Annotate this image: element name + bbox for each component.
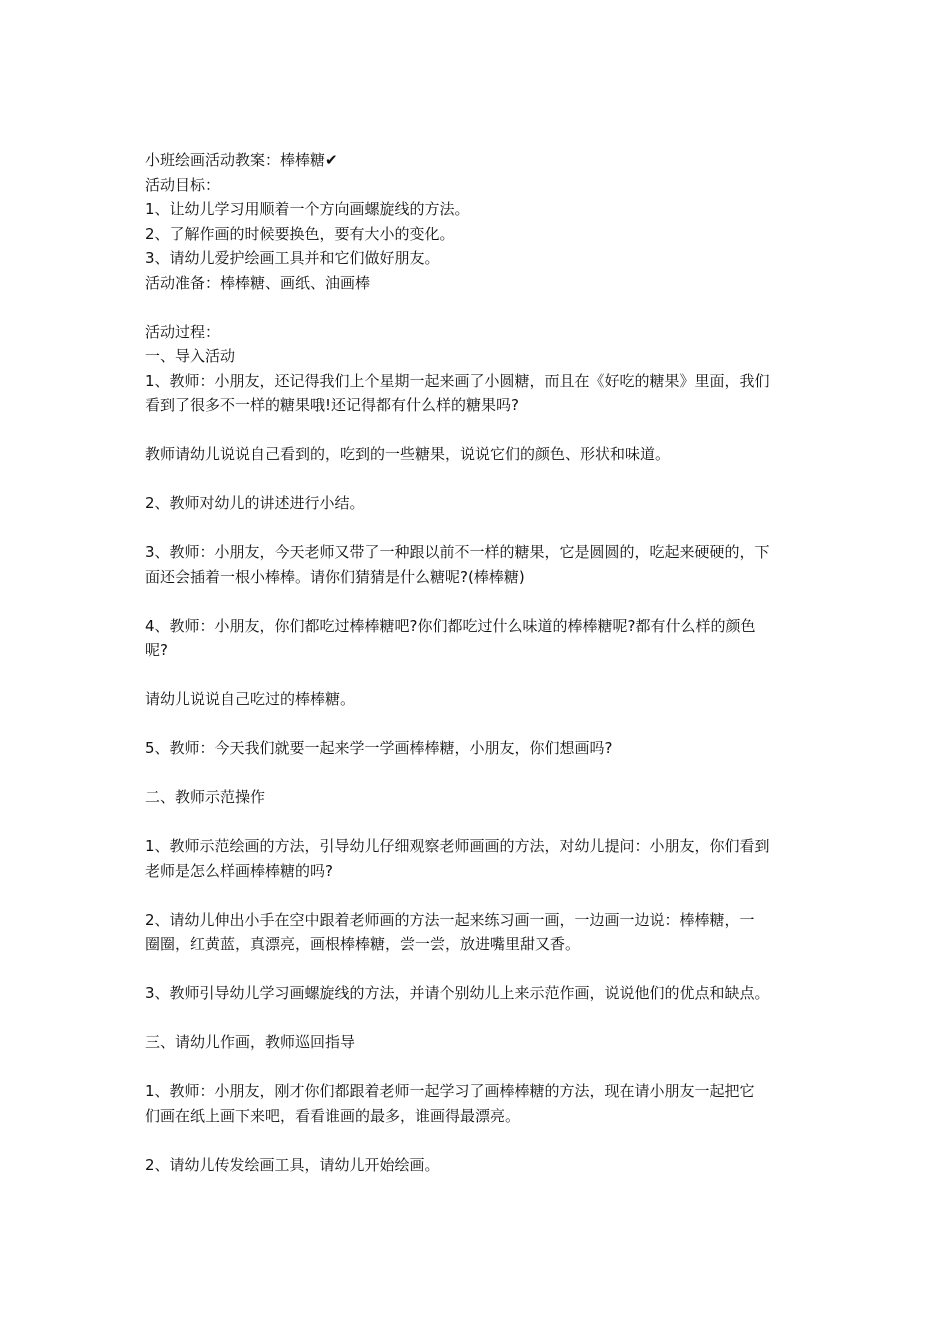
section-heading: 二、教师示范操作 [145,788,266,806]
blank-line [145,663,825,688]
process-heading: 活动过程： [145,322,221,341]
paragraph-line: 1、教师示范绘画的方法，引导幼儿仔细观察老师画画的方法，对幼儿提问：小朋友，你们看到 [145,837,770,855]
goal-item: 1、让幼儿学习用顺着一个方向画螺旋线的方法。 [145,200,470,218]
paragraph-line: 4、教师：小朋友，你们都吃过棒棒糖吧?你们都吃过什么味道的棒棒糖呢?都有什么样的颜色 [145,616,756,635]
blank-line [145,712,825,737]
paragraph-line: 教师请幼儿说说自己看到的，吃到的一些糖果，说说它们的颜色、形状和味道。 [145,445,671,463]
blank-line [145,295,825,320]
goals-heading: 活动目标： [145,175,221,194]
paragraph-line: 3、教师：小朋友，今天老师又带了一种跟以前不一样的糖果，它是圆圆的，吃起来硬硬的，下 [145,543,770,561]
paragraph-line: 2、请幼儿传发绘画工具，请幼儿开始绘画。 [145,1155,440,1174]
blank-line [145,1128,825,1153]
section-heading: 三、请幼儿作画，教师巡回指导 [145,1033,356,1051]
blank-line [145,810,825,835]
blank-line [145,1006,825,1031]
blank-line [145,1055,825,1080]
paragraph-line: 1、教师：小朋友，刚才你们都跟着老师一起学习了画棒棒糖的方法，现在请小朋友一起把它 [145,1082,755,1100]
blank-line [145,589,825,614]
paragraph-line: 5、教师：今天我们就要一起来学一学画棒棒糖，小朋友，你们想画吗? [145,739,613,757]
paragraph-line: 看到了很多不一样的糖果哦!还记得都有什么样的糖果吗? [145,396,519,414]
blank-line [145,418,825,443]
blank-line [145,516,825,541]
blank-line [145,883,825,908]
blank-line [145,761,825,786]
document-page [145,148,825,1177]
paragraph-line: 2、教师对幼儿的讲述进行小结。 [145,494,365,512]
preparation-line: 活动准备：棒棒糖、画纸、油画棒 [145,273,371,292]
paragraph-line: 2、请幼儿伸出小手在空中跟着老师画的方法一起来练习画一画，一边画一边说：棒棒糖，一 [145,910,755,929]
goal-item: 3、请幼儿爱护绘画工具并和它们做好朋友。 [145,249,440,267]
paragraph-line: 们画在纸上画下来吧，看看谁画的最多，谁画得最漂亮。 [145,1106,521,1125]
paragraph-line: 面还会插着一根小棒棒。请你们猜猜是什么糖呢?(棒棒糖) [145,567,525,586]
paragraph-line: 请幼儿说说自己吃过的棒棒糖。 [145,690,356,708]
paragraph-line: 呢? [145,641,168,659]
paragraph-line: 圈圈，红黄蓝，真漂亮，画根棒棒糖，尝一尝，放进嘴里甜又香。 [145,935,581,953]
blank-line [145,957,825,982]
goal-item: 2、了解作画的时候要换色，要有大小的变化。 [145,224,455,243]
paragraph-line: 1、教师：小朋友，还记得我们上个星期一起来画了小圆糖，而且在《好吃的糖果》里面，我们 [145,371,770,390]
paragraph-line: 3、教师引导幼儿学习画螺旋线的方法，并请个别幼儿上来示范作画，说说他们的优点和缺点。 [145,984,770,1002]
section-heading: 一、导入活动 [145,347,236,365]
blank-line [145,467,825,492]
paragraph-line: 老师是怎么样画棒棒糖的吗? [145,861,333,880]
document-title: 小班绘画活动教案：棒棒糖✔ [145,151,338,169]
